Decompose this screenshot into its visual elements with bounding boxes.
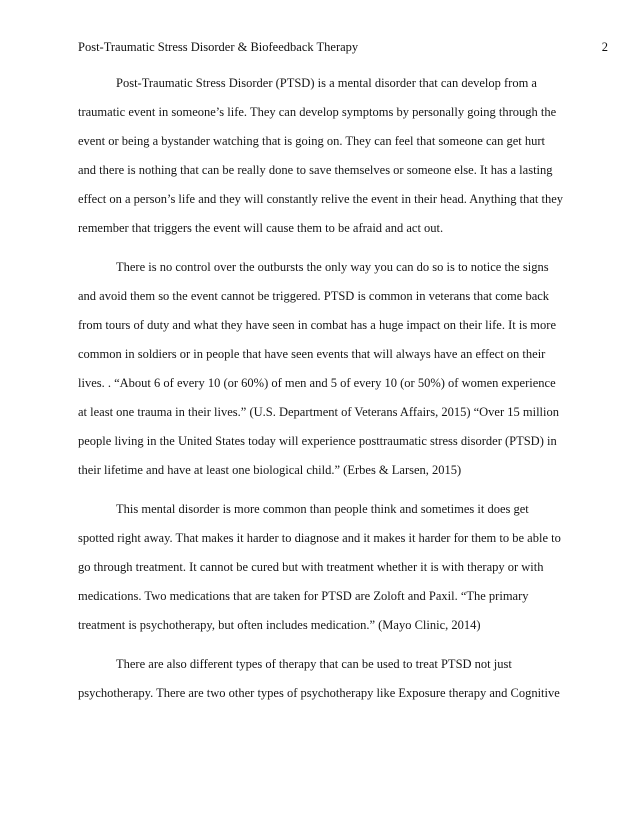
body-line: remember that triggers the event will cause them to be afraid and act out.: [78, 221, 444, 235]
body-line: This mental disorder is more common than people think and sometimes it does get: [116, 502, 529, 516]
page-number: 2: [601, 40, 608, 54]
body-line: people living in the United States today will experience posttraumatic stress disorder (PTSD) in: [78, 434, 557, 448]
body-line: effect on a person’s life and they will constantly relive the event in their head. Anything that they: [78, 192, 564, 206]
body-line: lives. . “About 6 of every 10 (or 60%) of men and 5 of every 10 (or 50%) of women experience: [78, 376, 556, 390]
body-line: and avoid them so the event cannot be triggered. PTSD is common in veterans that come back: [78, 289, 550, 303]
body-line: go through treatment. It cannot be cured but with treatment whether it is with therapy or with: [78, 560, 544, 574]
body-line: Post-Traumatic Stress Disorder (PTSD) is a mental disorder that can develop from a: [116, 76, 537, 90]
body-line: common in soldiers or in people that have seen events that will always have an effect on their: [78, 347, 546, 361]
body-line: from tours of duty and what they have seen in combat has a huge impact on their life. It is more: [78, 318, 556, 332]
body-line: traumatic event in someone’s life. They can develop symptoms by personally going through the: [78, 105, 557, 119]
running-header: [78, 38, 608, 56]
body-line: at least one trauma in their lives.” (U.S. Department of Veterans Affairs, 2015) “Over 15 million: [78, 405, 560, 419]
body-line: and there is nothing that can be really done to save themselves or someone else. It has a lasting: [78, 163, 553, 177]
body-line: There is no control over the outbursts the only way you can do so is to notice the signs: [116, 260, 549, 274]
body-line: psychotherapy. There are two other types of psychotherapy like Exposure therapy and Cognitive: [78, 686, 560, 700]
body-line: their lifetime and have at least one biological child.” (Erbes & Larsen, 2015): [78, 463, 462, 477]
body-line: There are also different types of therapy that can be used to treat PTSD not just: [116, 657, 512, 671]
running-title: Post-Traumatic Stress Disorder & Biofeedback Therapy: [78, 40, 359, 54]
body-line: medications. Two medications that are taken for PTSD are Zoloft and Paxil. “The primary: [78, 589, 529, 603]
body-line: spotted right away. That makes it harder to diagnose and it makes it harder for them to be able to: [78, 531, 561, 545]
body-line: treatment is psychotherapy, but often includes medication.” (Mayo Clinic, 2014): [78, 618, 481, 632]
body-line: event or being a bystander watching that is going on. They can feel that someone can get hurt: [78, 134, 545, 148]
